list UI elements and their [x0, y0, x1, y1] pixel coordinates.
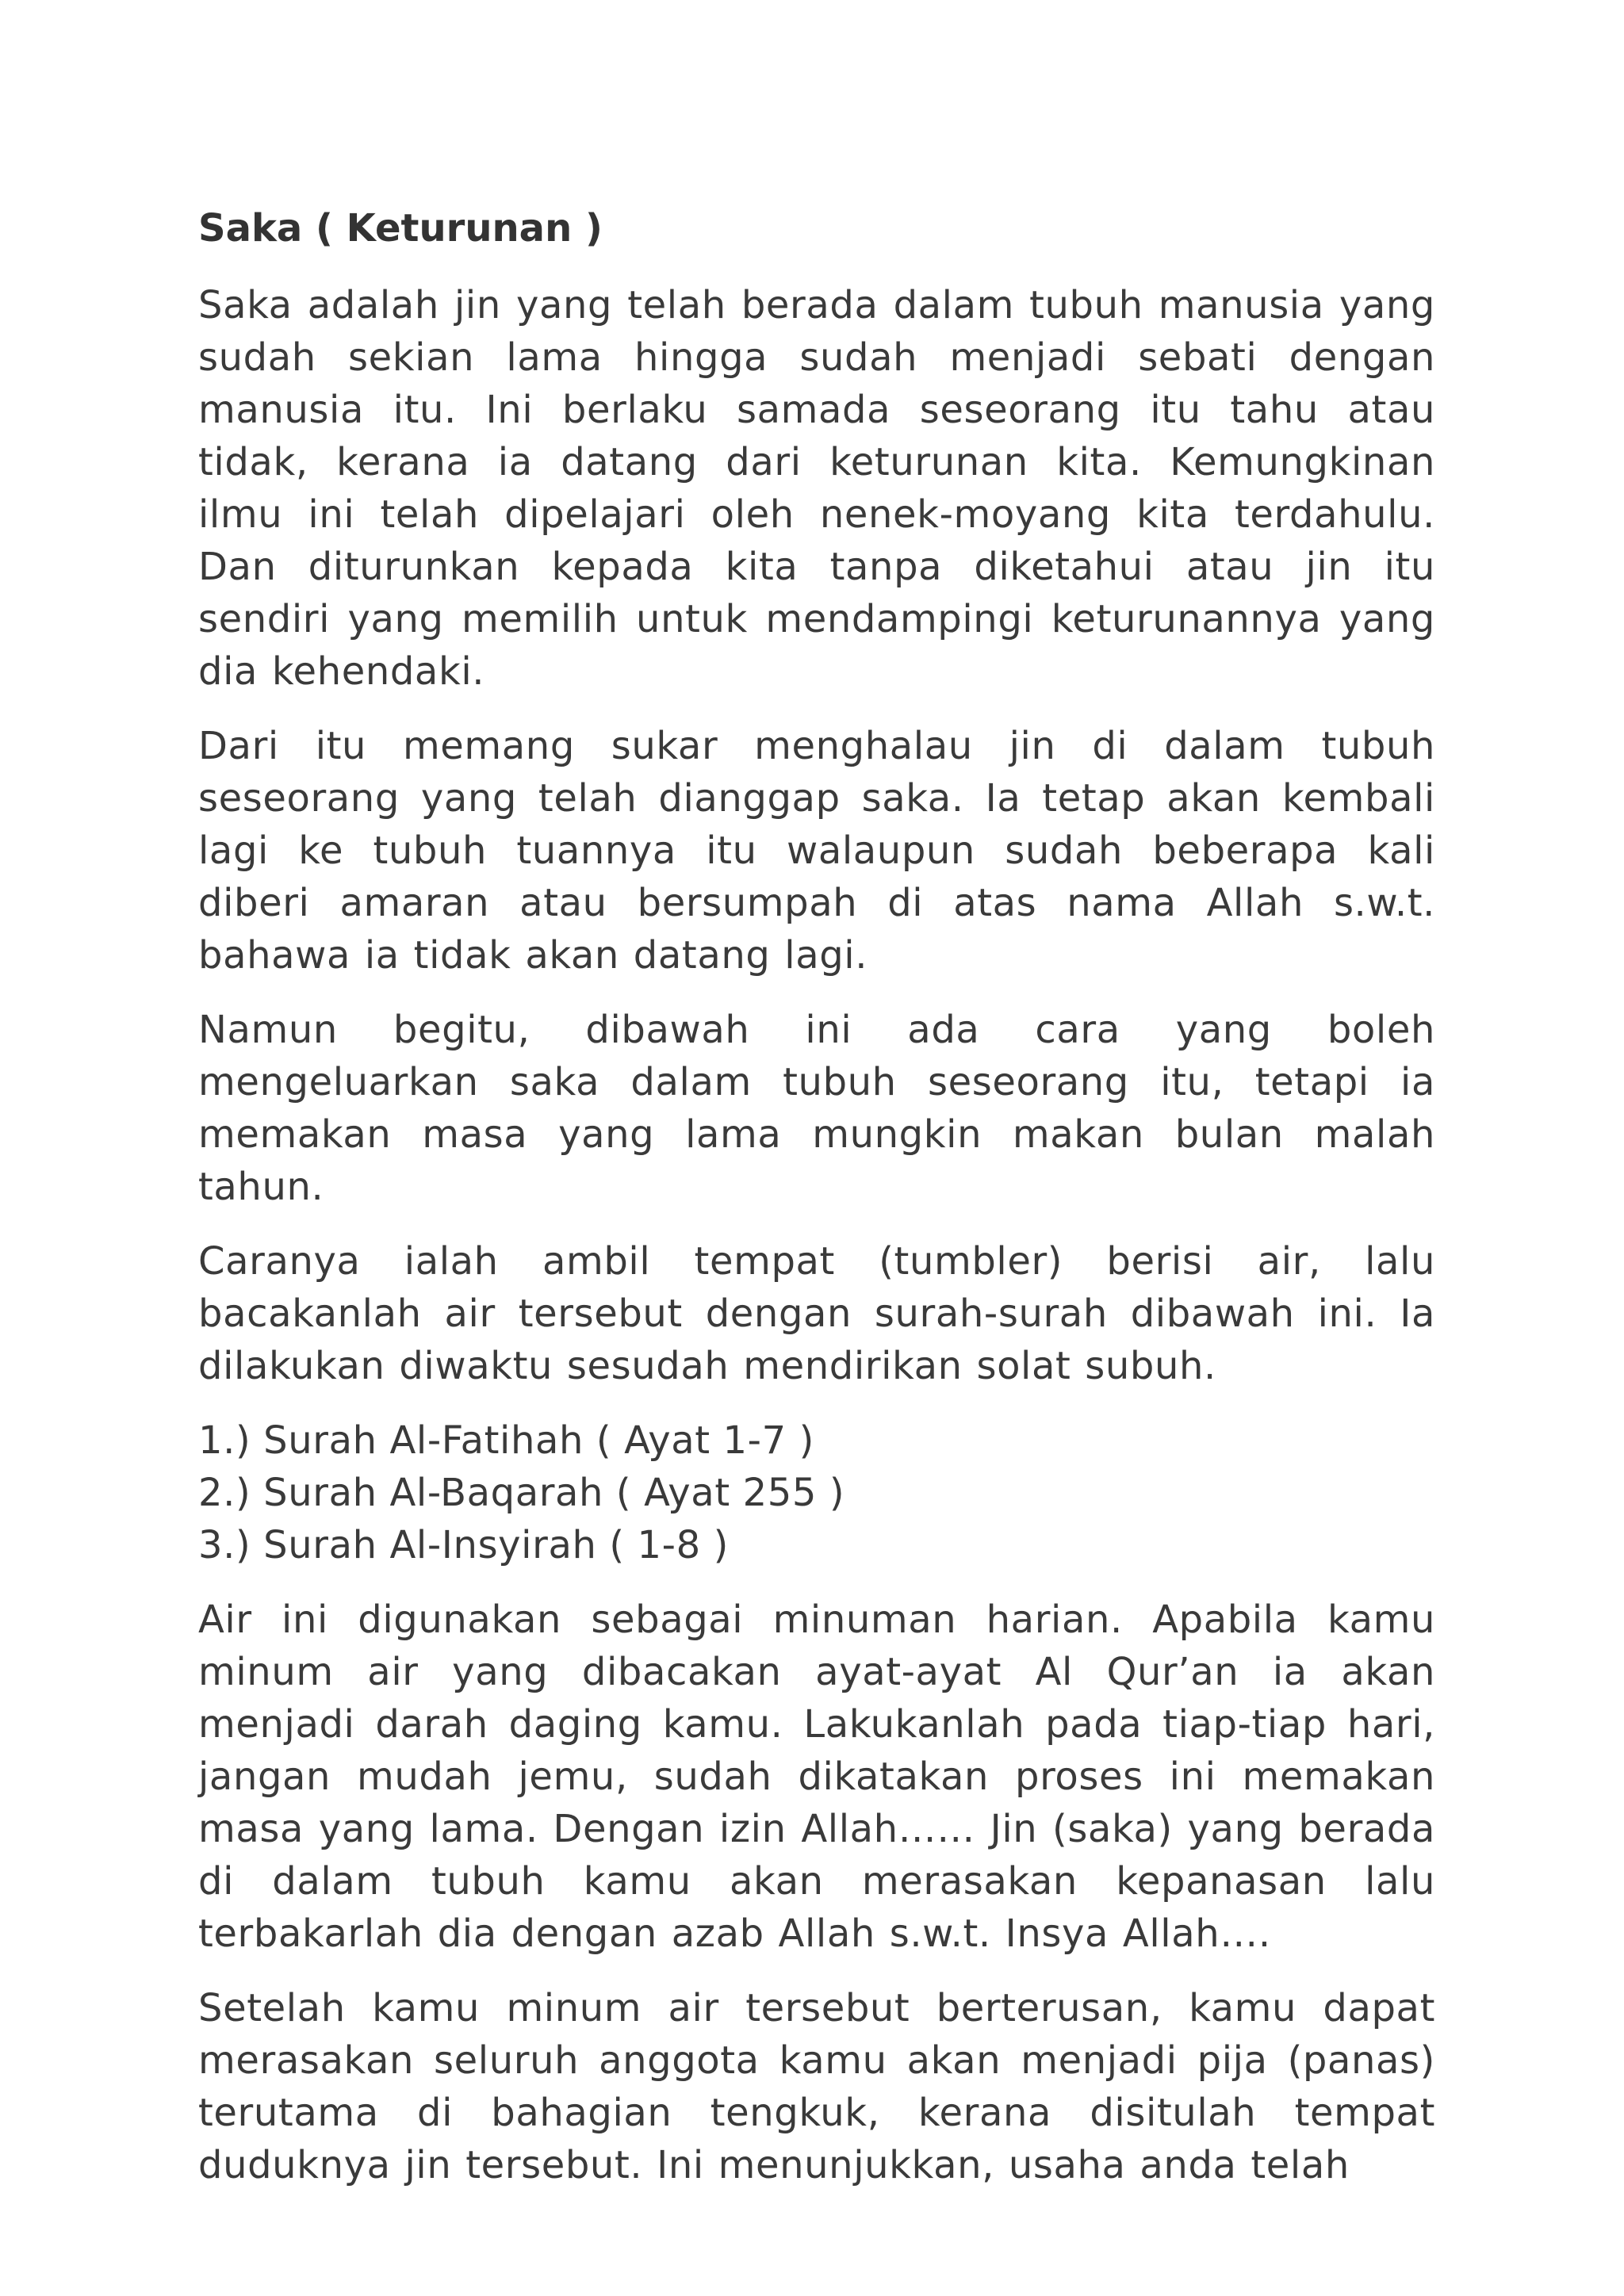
paragraph-effects: Setelah kamu minum air tersebut berterusan, kamu dapat merasakan seluruh anggota kamu akan menjadi pija (panas) terutama di bahagian tengkuk, kerana disitulah tempat duduknya jin tersebut. Ini menunjukkan, usaha anda telah [198, 1986, 1435, 2187]
paragraph-method-steps: Caranya ialah ambil tempat (tumbler) berisi air, lalu bacakanlah air tersebut dengan surah-surah dibawah ini. Ia dilakukan diwaktu sesudah mendirikan solat subuh. [198, 1239, 1435, 1388]
paragraph-difficulty: Dari itu memang sukar menghalau jin di dalam tubuh seseorang yang telah dianggap saka. Ia tetap akan kembali lagi ke tubuh tuannya itu walaupun sudah beberapa kali diberi amaran atau bersumpah di atas nama Allah s.w.t. bahawa ia tidak akan datang lagi. [198, 724, 1435, 978]
list-item-surah-baqarah: 2.) Surah Al-Baqarah ( Ayat 255 ) [198, 1471, 845, 1515]
document-title: Saka ( Keturunan ) [198, 206, 603, 251]
list-item-surah-insyirah: 3.) Surah Al-Insyirah ( 1-8 ) [198, 1523, 729, 1567]
paragraph-method-intro: Namun begitu, dibawah ini ada cara yang boleh mengeluarkan saka dalam tubuh seseorang itu, tetapi ia memakan masa yang lama mungkin makan bulan malah tahun. [198, 1008, 1435, 1209]
surah-list [198, 1414, 1435, 1571]
paragraph-daily-drink: Air ini digunakan sebagai minuman harian. Apabila kamu minum air yang dibacakan ayat-ayat Al Qur’an ia akan menjadi darah daging kamu. Lakukanlah pada tiap-tiap hari, jangan mudah jemu, sudah dikatakan proses ini memakan masa yang lama. Dengan izin Allah…… Jin (saka) yang berada di dalam tubuh kamu akan merasakan kepanasan lalu terbakarlah dia dengan azab Allah s.w.t. Insya Allah…. [198, 1598, 1435, 1956]
paragraph-saka-definition: Saka adalah jin yang telah berada dalam tubuh manusia yang sudah sekian lama hingga sudah menjadi sebati dengan manusia itu. Ini berlaku samada seseorang itu tahu atau tidak, kerana ia datang dari keturunan kita. Kemungkinan ilmu ini telah dipelajari oleh nenek-moyang kita terdahulu. Dan diturunkan kepada kita tanpa diketahui atau jin itu sendiri yang memilih untuk mendampingi keturunannya yang dia kehendaki. [198, 283, 1435, 694]
list-item-surah-fatihah: 1.) Surah Al-Fatihah ( Ayat 1-7 ) [198, 1418, 814, 1463]
